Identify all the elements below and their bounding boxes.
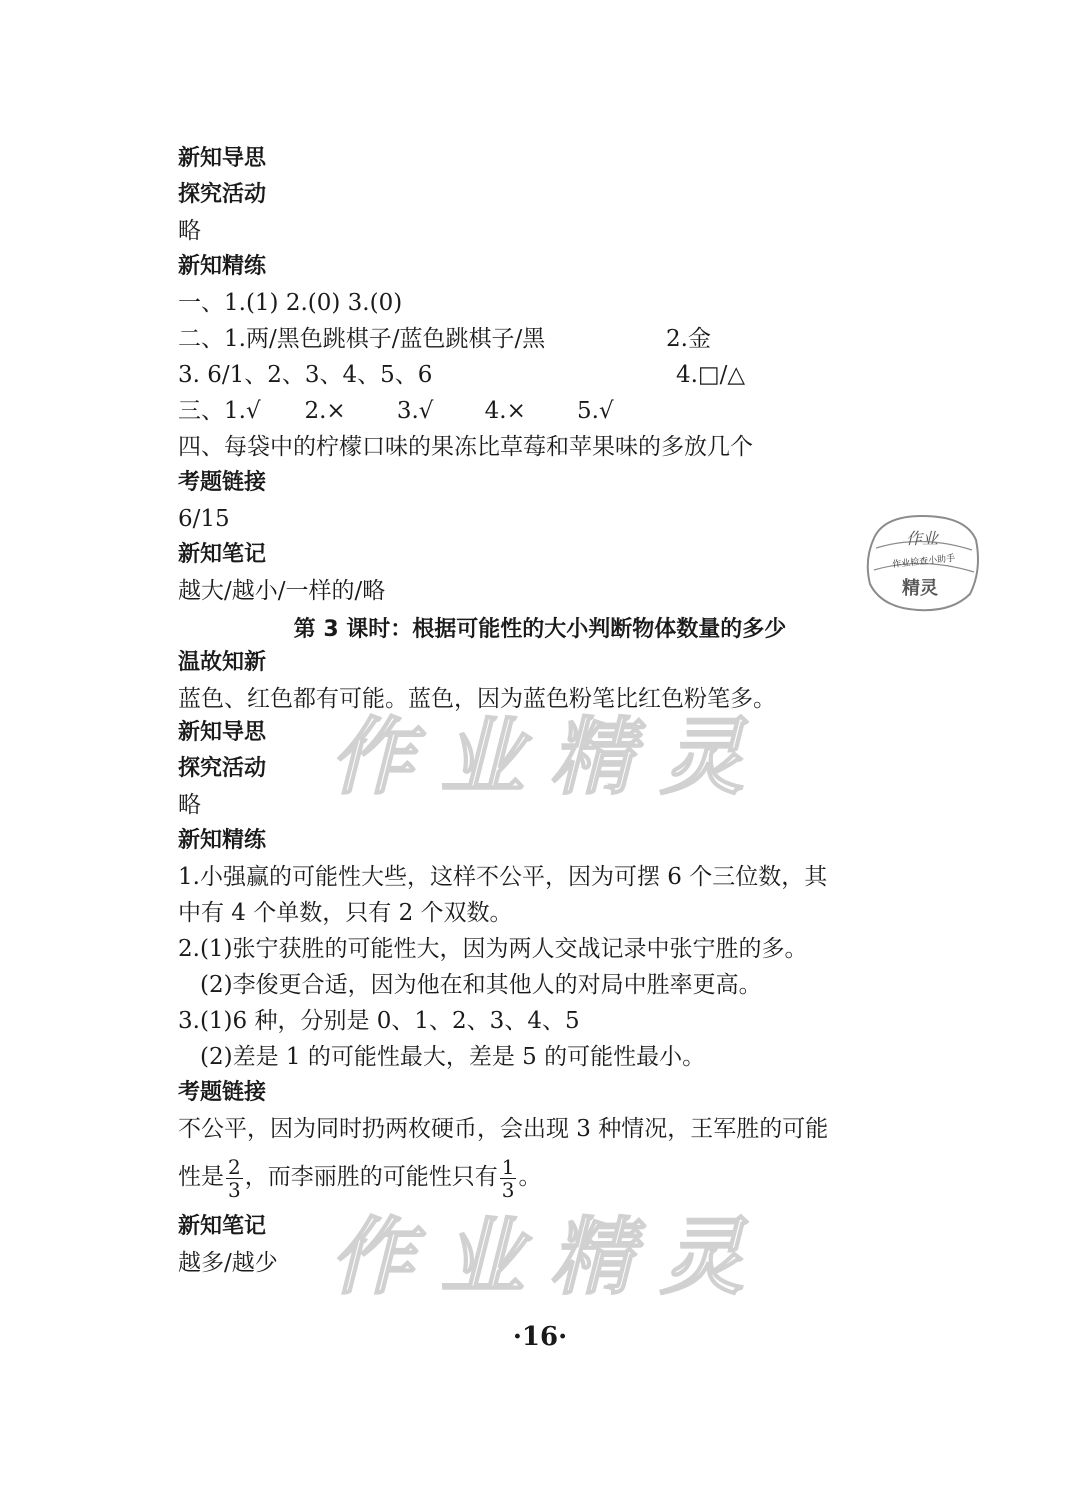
heading-kaoti-lianjie-2: 考题链接 <box>178 1080 267 1105</box>
q3-line-a: 3.(1)6 种，分别是 0、1、2、3、4、5 <box>178 1008 580 1034</box>
heading-kaoti-lianjie: 考题链接 <box>178 470 267 495</box>
kaoti-b-text-1: 性是 <box>178 1164 224 1190</box>
q2-line-b: (2)李俊更合适，因为他在和其他人的对局中胜率更高。 <box>200 972 762 998</box>
seal-bottom-text: 精灵 <box>902 578 938 599</box>
fraction-1-denominator: 3 <box>228 1177 241 1202</box>
answer-line-4: 三、1.√ 2.× 3.√ 4.× 5.√ <box>178 398 614 424</box>
heading-xinzhi-biji-2: 新知笔记 <box>178 1214 267 1239</box>
kaoti-b-text-2: ，而李丽胜的可能性只有 <box>244 1164 498 1190</box>
heading-xinzhi-daosi-2: 新知导思 <box>178 720 267 745</box>
biji-answer-2: 越多/越少 <box>178 1250 278 1276</box>
answer-line-1: 一、1.(1) 2.(0) 3.(0) <box>178 290 403 316</box>
heading-tanjiu-huodong: 探究活动 <box>178 182 267 207</box>
watermark-seal <box>862 510 982 614</box>
heading-xinzhi-jinglian-2: 新知精练 <box>178 828 267 853</box>
q1-line-a: 1.小强赢的可能性大些，这样不公平，因为可摆 6 个三位数，其 <box>178 864 828 890</box>
q2-line-a: 2.(1)张宁获胜的可能性大，因为两人交战记录中张宁胜的多。 <box>178 936 808 962</box>
answer-line-3b: 4.□/△ <box>676 362 746 388</box>
seal-band-text: 作业检查小助手 <box>891 553 956 571</box>
heading-xinzhi-daosi: 新知导思 <box>178 146 267 171</box>
watermark-text-2: 作业精灵 <box>330 1207 771 1306</box>
heading-xinzhi-jinglian: 新知精练 <box>178 254 267 279</box>
wengu-answer: 蓝色、红色都有可能。蓝色，因为蓝色粉笔比红色粉笔多。 <box>178 686 776 712</box>
heading-wengu-zhixin: 温故知新 <box>178 650 267 675</box>
page-number: ·16· <box>512 1322 568 1352</box>
fraction-2-denominator: 3 <box>501 1177 515 1202</box>
heading-xinzhi-biji: 新知笔记 <box>178 542 267 567</box>
fraction-1-numerator: 2 <box>228 1154 241 1179</box>
heading-tanjiu-huodong-2: 探究活动 <box>178 756 267 781</box>
q1-line-b: 中有 4 个单数，只有 2 个双数。 <box>178 900 513 926</box>
kaoti-answer: 6/15 <box>178 506 230 532</box>
seal-top-text: 作业 <box>905 529 939 548</box>
tanjiu-answer-2: 略 <box>178 792 201 818</box>
lesson3-title: 第 3 课时：根据可能性的大小判断物体数量的多少 <box>293 617 787 642</box>
fraction-two-thirds <box>226 1156 243 1201</box>
answer-line-3a: 3. 6/1、2、3、4、5、6 <box>178 362 433 388</box>
answer-line-2a: 二、1.两/黑色跳棋子/蓝色跳棋子/黑 <box>178 326 546 352</box>
biji-answer: 越大/越小/一样的/略 <box>178 578 386 604</box>
watermark-text-1: 作业精灵 <box>330 707 771 806</box>
kaoti-b-text-3: 。 <box>518 1164 542 1190</box>
answer-line-2b: 2.金 <box>666 326 711 352</box>
tanjiu-answer: 略 <box>178 218 201 244</box>
q3-line-b: (2)差是 1 的可能性最大，差是 5 的可能性最小。 <box>200 1044 706 1070</box>
fraction-2-numerator: 1 <box>501 1154 515 1179</box>
kaoti-line-a: 不公平，因为同时扔两枚硬币，会出现 3 种情况，王军胜的可能 <box>178 1116 829 1142</box>
answer-line-5: 四、每袋中的柠檬口味的果冻比草莓和苹果味的多放几个 <box>178 434 753 460</box>
